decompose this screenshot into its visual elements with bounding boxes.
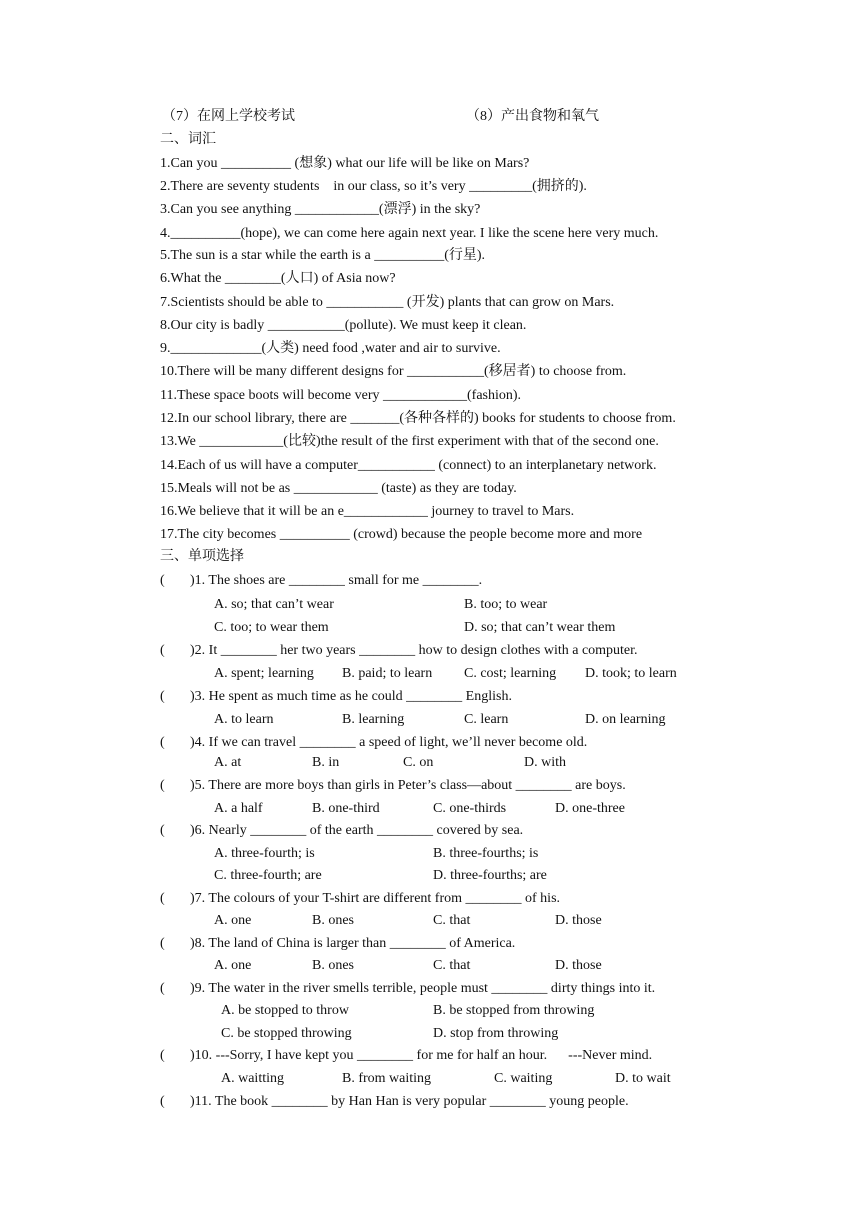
question-10: )10. ---Sorry, I have kept you ________ for me for half an hour. ---Never mind.: [190, 1048, 653, 1063]
q7-option-d: D. those: [555, 913, 602, 928]
q1-option-c: C. too; to wear them: [214, 620, 329, 635]
answer-paren: (: [160, 936, 165, 951]
question-6: )6. Nearly ________ of the earth ________ covered by sea.: [190, 823, 524, 838]
header-item-8: （8）产出食物和氧气: [466, 109, 599, 124]
section-heading-choice: 三、单项选择: [160, 549, 244, 564]
q1-option-d: D. so; that can’t wear them: [464, 620, 616, 635]
q5-option-c: C. one-thirds: [433, 801, 507, 816]
q1-option-a: A. so; that can’t wear: [214, 597, 334, 612]
q1-option-b: B. too; to wear: [464, 597, 548, 612]
q8-option-c: C. that: [433, 958, 471, 973]
answer-paren: (: [160, 778, 165, 793]
q7-option-b: B. ones: [312, 913, 354, 928]
vocab-item-17: 17.The city becomes __________ (crowd) because the people become more and more: [160, 527, 643, 542]
vocab-item-12: 12.In our school library, there are _______(各种各样的) books for students to choose from.: [160, 411, 676, 426]
question-9: )9. The water in the river smells terrible, people must ________ dirty things into it.: [190, 981, 656, 996]
q10-option-c: C. waiting: [494, 1071, 553, 1086]
q2-option-b: B. paid; to learn: [342, 666, 433, 681]
vocab-item-6: 6.What the ________(人口) of Asia now?: [160, 271, 396, 286]
q4-option-b: B. in: [312, 755, 340, 770]
vocab-item-7: 7.Scientists should be able to ___________ (开发) plants that can grow on Mars.: [160, 295, 615, 310]
answer-paren: (: [160, 689, 165, 704]
answer-paren: (: [160, 1094, 165, 1109]
q10-option-a: A. waitting: [221, 1071, 284, 1086]
question-3: )3. He spent as much time as he could ________ English.: [190, 689, 512, 704]
question-8: )8. The land of China is larger than ________ of America.: [190, 936, 516, 951]
q10-option-b: B. from waiting: [342, 1071, 432, 1086]
q6-option-d: D. three-fourths; are: [433, 868, 547, 883]
answer-paren: (: [160, 981, 165, 996]
q9-option-d: D. stop from throwing: [433, 1026, 559, 1041]
q3-option-d: D. on learning: [585, 712, 666, 727]
q2-option-c: C. cost; learning: [464, 666, 557, 681]
vocab-item-16: 16.We believe that it will be an e____________ journey to travel to Mars.: [160, 504, 575, 519]
question-2: )2. It ________ her two years ________ how to design clothes with a computer.: [190, 643, 638, 658]
q9-option-a: A. be stopped to throw: [221, 1003, 349, 1018]
q7-option-a: A. one: [214, 913, 252, 928]
vocab-item-2: 2.There are seventy students in our class, so it’s very _________(拥挤的).: [160, 179, 587, 194]
q9-option-b: B. be stopped from throwing: [433, 1003, 595, 1018]
q5-option-b: B. one-third: [312, 801, 380, 816]
q6-option-c: C. three-fourth; are: [214, 868, 322, 883]
answer-paren: (: [160, 643, 165, 658]
question-7: )7. The colours of your T-shirt are different from ________ of his.: [190, 891, 561, 906]
q3-option-b: B. learning: [342, 712, 405, 727]
q8-option-a: A. one: [214, 958, 252, 973]
q4-option-d: D. with: [524, 755, 566, 770]
q3-option-a: A. to learn: [214, 712, 274, 727]
vocab-item-13: 13.We ____________(比较)the result of the first experiment with that of the second one.: [160, 434, 659, 449]
vocab-item-4: 4.__________(hope), we can come here again next year. I like the scene here very much.: [160, 226, 659, 241]
q4-option-a: A. at: [214, 755, 242, 770]
header-item-7: （7）在网上学校考试: [162, 109, 295, 124]
vocab-item-14: 14.Each of us will have a computer___________ (connect) to an interplanetary network.: [160, 458, 657, 473]
answer-paren: (: [160, 891, 165, 906]
q6-option-a: A. three-fourth; is: [214, 846, 315, 861]
answer-paren: (: [160, 735, 165, 750]
question-5: )5. There are more boys than girls in Peter’s class—about ________ are boys.: [190, 778, 626, 793]
vocab-item-10: 10.There will be many different designs for ___________(移居者) to choose from.: [160, 364, 627, 379]
q5-option-d: D. one-three: [555, 801, 625, 816]
vocab-item-15: 15.Meals will not be as ____________ (taste) as they are today.: [160, 481, 517, 496]
q6-option-b: B. three-fourths; is: [433, 846, 539, 861]
answer-paren: (: [160, 1048, 165, 1063]
q8-option-b: B. ones: [312, 958, 354, 973]
answer-paren: (: [160, 573, 165, 588]
q4-option-c: C. on: [403, 755, 434, 770]
vocab-item-5: 5.The sun is a star while the earth is a __________(行星).: [160, 248, 486, 263]
vocab-item-9: 9._____________(人类) need food ,water and air to survive.: [160, 341, 501, 356]
question-1: )1. The shoes are ________ small for me ________.: [190, 573, 483, 588]
q3-option-c: C. learn: [464, 712, 509, 727]
q8-option-d: D. those: [555, 958, 602, 973]
answer-paren: (: [160, 823, 165, 838]
vocab-item-11: 11.These space boots will become very ____________(fashion).: [160, 388, 522, 403]
q7-option-c: C. that: [433, 913, 471, 928]
q2-option-a: A. spent; learning: [214, 666, 314, 681]
q5-option-a: A. a half: [214, 801, 263, 816]
vocab-item-1: 1.Can you __________ (想象) what our life will be like on Mars?: [160, 156, 530, 171]
q10-option-d: D. to wait: [615, 1071, 671, 1086]
vocab-item-3: 3.Can you see anything ____________(漂浮) in the sky?: [160, 202, 481, 217]
q9-option-c: C. be stopped throwing: [221, 1026, 352, 1041]
question-4: )4. If we can travel ________ a speed of light, we’ll never become old.: [190, 735, 588, 750]
vocab-item-8: 8.Our city is badly ___________(pollute). We must keep it clean.: [160, 318, 527, 333]
section-heading-vocab: 二、词汇: [160, 132, 216, 147]
q2-option-d: D. took; to learn: [585, 666, 677, 681]
question-11: )11. The book ________ by Han Han is very popular ________ young people.: [190, 1094, 629, 1109]
